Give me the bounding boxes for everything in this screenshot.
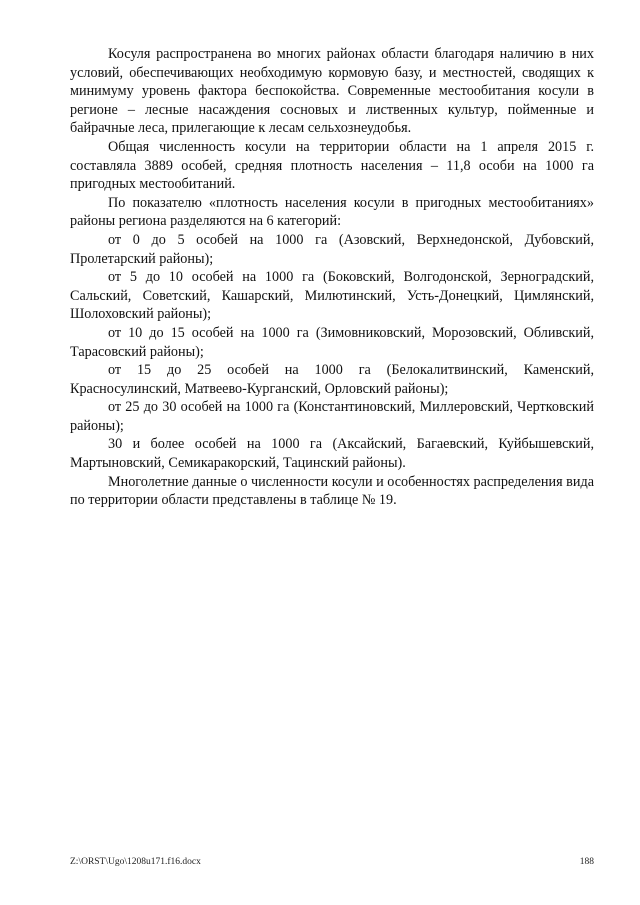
page-number: 188: [579, 857, 594, 867]
category-item-5-10: от 5 до 10 особей на 1000 га (Боковский, Волгодонской, Зерноградский, Сальский, Советский, Кашарский, Милютинский, Усть-Донецкий, Цимлянский, Шолоховский районы);: [70, 269, 594, 323]
paragraph-density-categories-intro: По показателю «плотность населения косули в пригодных местообитаниях» районы региона разделяются на 6 категорий:: [70, 194, 594, 230]
document-body: [70, 45, 594, 510]
footer-file-path: Z:\ORST\Ugo\1208u171.f16.docx: [70, 857, 201, 867]
category-item-15-25: от 15 до 25 особей на 1000 га (Белокалитвинский, Каменский, Красносулинский, Матвеево-Курганский, Орловский районы);: [70, 362, 594, 397]
paragraph-roe-deer-habitats: Косуля распространена во многих районах области благодаря наличию в них условий, обеспечивающих необходимую кормовую базу, и местностей, сводящих к минимуму уровень фактора беспокойства. Современные местообитания косули в регионе – лесные насаждения сосновых и лиственных культур, пойменные и байрачные леса, прилегающие к лесам сельхознеудобья.: [70, 46, 594, 137]
paragraph-table-reference: Многолетние данные о численности косули и особенностях распределения вида по территории области представлены в таблице № 19.: [70, 473, 594, 509]
category-item-0-5: от 0 до 5 особей на 1000 га (Азовский, Верхнедонской, Дубовский, Пролетарский районы);: [70, 231, 594, 267]
category-item-10-15: от 10 до 15 особей на 1000 га (Зимовниковский, Морозовский, Обливский, Тарасовский районы);: [70, 324, 594, 360]
paragraph-population-total: Общая численность косули на территории области на 1 апреля 2015 г. составляла 3889 особей, средняя плотность населения – 11,8 особи на 1000 га пригодных местообитаний.: [70, 138, 594, 193]
category-item-30-plus: 30 и более особей на 1000 га (Аксайский, Багаевский, Куйбышевский, Мартыновский, Семикаракорский, Тацинский районы).: [70, 436, 594, 472]
category-item-25-30: от 25 до 30 особей на 1000 га (Константиновский, Миллеровский, Чертковский районы);: [70, 399, 594, 434]
